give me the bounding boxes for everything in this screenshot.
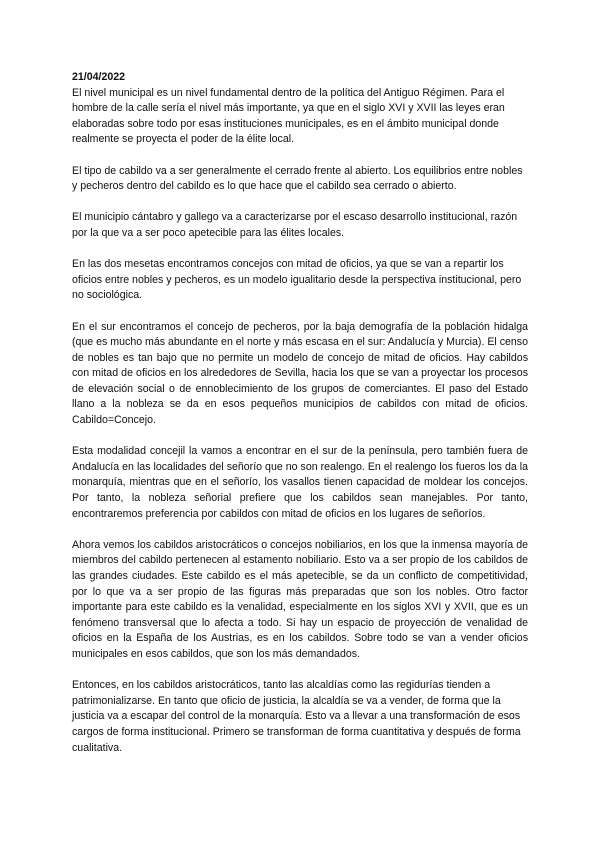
- document-date: 21/04/2022: [72, 71, 126, 83]
- paragraph-alcaldias-regidurias: Entonces, en los cabildos aristocráticos, tanto las alcaldías como las regidurías tienden a patrimonializarse. En tanto que oficio de justicia, la alcaldía se va a vender, de forma que la justicia va a escapar del control de la monarquía. Esto va a llevar a una transformación de esos cargos de forma institucional. Primero se transforman de forma cuantitativa y después de forma cualitativa.: [72, 679, 521, 754]
- document-page: [72, 70, 528, 772]
- paragraph-tipo-cabildo: El tipo de cabildo va a ser generalmente el cerrado frente al abierto. Los equilibrios entre nobles y pecheros dentro del cabildo es lo que hace que el cabildo sea cerrado o abierto.: [72, 164, 523, 193]
- paragraph-cabildos-aristocraticos: Ahora vemos los cabildos aristocráticos o concejos nobiliarios, en los que la inmensa mayoría de miembros del cabildo pertenecen al estamento nobiliario. Esto va a ser propio de los cabildos de las grandes ciudades. Este cabildo es el más apetecible, se da un conflicto de competitividad, por lo que va a ser propio de las figuras más preparadas que son los nobles. Otro factor importante para este cabildo es la venalidad, especialmente en los siglos XVI y XVII, que es un fenómeno transversal que lo afecta a todo. Si hay un espacio de proyección de venalidad de oficios en la España de los Austrias, es en los cabildos. Sobre todo se van a vender oficios municipales en esos cabildos, que son los más demandados.: [72, 538, 528, 660]
- paragraph-municipio-cantabro: El municipio cántabro y gallego va a caracterizarse por el escaso desarrollo institucional, razón por la que va a ser poco apetecible para las élites locales.: [72, 211, 518, 239]
- paragraph-concejo-pecheros: En el sur encontramos el concejo de pecheros, por la baja demografía de la población hidalga (que es mucho más abundante en el norte y más escasa en el sur: Andalucía y Murcia). El censo de nobles es tan bajo que no permite un modelo de concejo de mitad de oficios. Hay cabildos con mitad de oficios en los alrededores de Sevilla, hacia los que se van a proyectar los procesos de elevación social o de ennoblecimiento de los grupos de comerciantes. El paso del Estado llano a la nobleza se da en esos pequeños municipios de cabildos con mitad de oficios. Cabildo=Concejo.: [72, 320, 528, 427]
- paragraph-nivel-municipal: El nivel municipal es un nivel fundamental dentro de la política del Antiguo Régimen. Para el hombre de la calle sería el nivel más importante, ya que en el siglo XVI y XVII las leyes eran elaboradas sobre todo por esas instituciones municipales, es en el ámbito municipal donde realmente se proyecta el poder de la élite local.: [72, 86, 505, 146]
- paragraph-modalidad-concejil: Esta modalidad concejil la vamos a encontrar en el sur de la península, pero también fuera de Andalucía en las localidades del señorío que no son realengo. En el realengo los fueros los da la monarquía, mientras que en el señorío, los vasallos tienen capacidad de moldear los concejos. Por tanto, la nobleza señorial prefiere que los cabildos sean manejables. Por tanto, encontraremos preferencia por cabildos con mitad de oficios en los lugares de señoríos.: [72, 445, 528, 520]
- paragraph-dos-mesetas: En las dos mesetas encontramos concejos con mitad de oficios, ya que se van a repartir los oficios entre nobles y pecheros, es un modelo igualitario desde la perspectiva institucional, pero no sociológica.: [72, 258, 522, 302]
